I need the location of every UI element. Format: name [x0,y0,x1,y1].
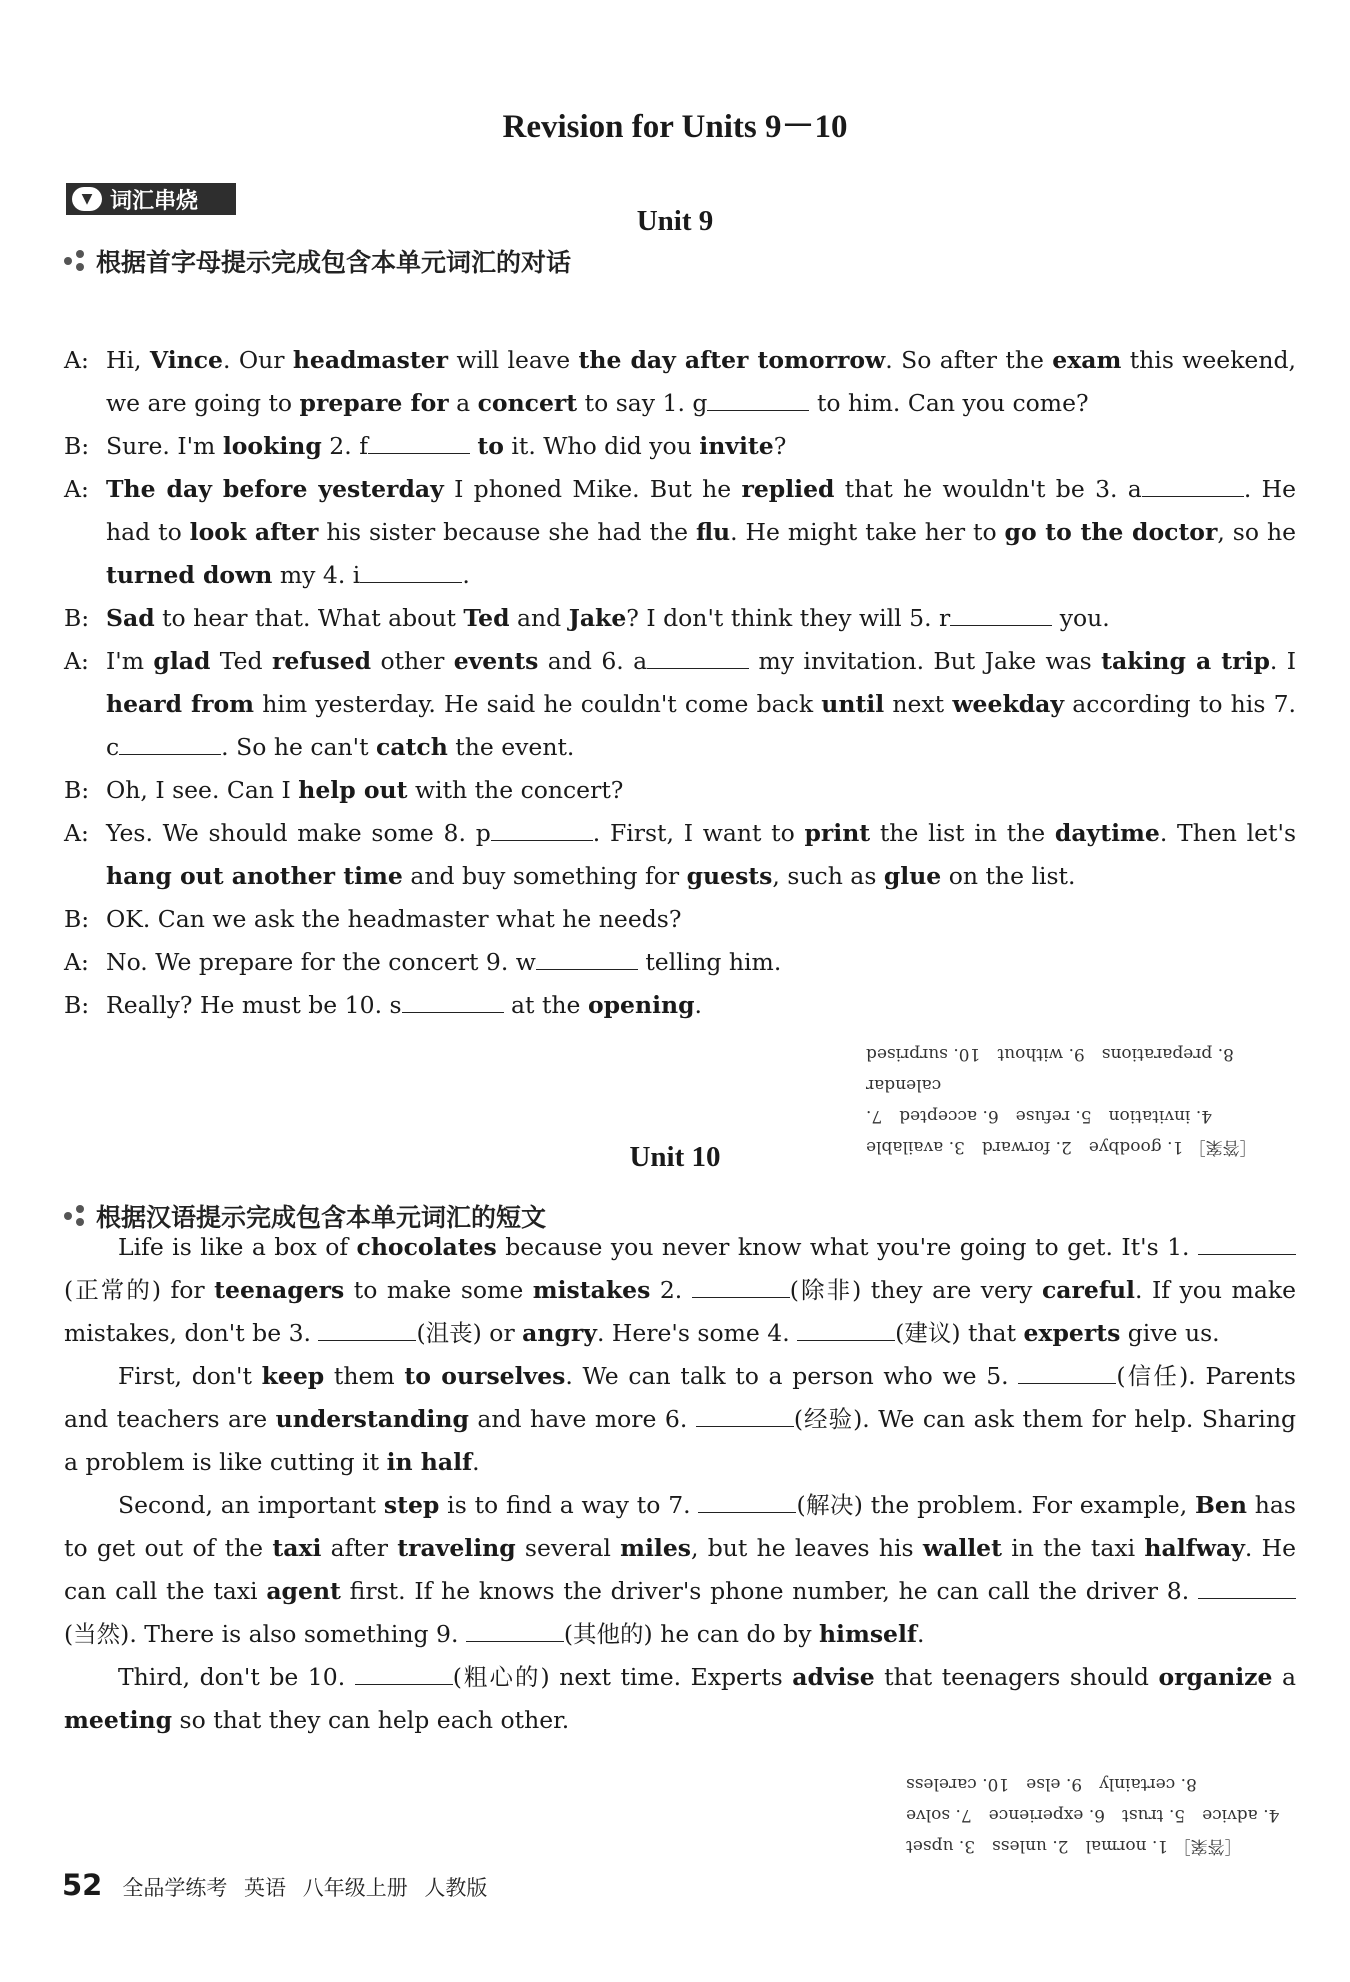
footer-text: 全品学练考 英语 八年级上册 人教版 [122,1876,488,1900]
dialogue-line: B: Really? He must be 10. s at the opening. [64,991,703,1019]
blank-6[interactable] [647,648,749,669]
unit10-passage [64,1226,1296,1742]
page-number: 52 [62,1868,103,1902]
blank-5[interactable] [1018,1363,1116,1384]
passage-paragraph: Life is like a box of chocolates because you never know what you're going to get. It's 1. (正常的) for teenagers to make some mistakes 2. (除非) they are very careful. If you make mistakes, don't be 3. (沮丧) or angry. Here's some 4. (建议) that experts give us. [64,1233,1296,1347]
unit9-dialogue [64,339,1296,1027]
blank-9[interactable] [536,949,638,970]
dialogue-line: A: I'm glad Ted refused other events and 6. a my invitation. But Jake was taking a trip. I heard from him yesterday. He said he couldn't come back until next weekday according to his 7. c . So he can't catch the event. [64,647,1296,761]
blank-2[interactable] [692,1277,790,1298]
page-footer [62,1868,487,1902]
page-title: Revision for Units 9－10 [502,109,848,145]
blank-10[interactable] [402,992,504,1013]
unit9-instruction: 根据首字母提示完成包含本单元词汇的对话 [64,243,571,279]
answer-line: 8. preparations 9. without 10. surprised [866,1044,1234,1064]
blank-1[interactable] [1198,1234,1296,1255]
blank-2[interactable] [368,433,470,454]
unit9-heading: Unit 9 [636,205,714,237]
chevron-down-icon: ▼ [72,187,102,211]
blank-5[interactable] [950,605,1052,626]
passage-paragraph: Second, an important step is to find a way to 7. (解决) the problem. For example, Ben has to get out of the taxi after traveling several miles, but he leaves his wallet in the taxi halfway. He can call the taxi agent first. If he knows the driver's phone number, he can call the driver 8. (当然). There is also something 9. (其他的) he can do by himself. [64,1491,1297,1648]
blank-4[interactable] [360,562,462,583]
blank-8[interactable] [491,820,593,841]
passage-paragraph: Third, don't be 10. (粗心的) next time. Experts advise that teenagers should organize a meeting so that they can help each other. [64,1663,1296,1734]
banner-label: 词汇串烧 [110,188,199,214]
dots-icon [64,250,86,272]
blank-6[interactable] [696,1406,794,1427]
dots-icon [64,1205,86,1227]
unit10-heading: Unit 10 [629,1141,721,1173]
dialogue-line: B: Sure. I'm looking 2. f to it. Who did you invite? [64,432,787,460]
unit10-instruction: 根据汉语提示完成包含本单元词汇的短文 [64,1198,546,1234]
answer-line: 4. advice 5. trust 6. experience 7. solve [906,1805,1280,1825]
dialogue-line: A: Hi, Vince. Our headmaster will leave the day after tomorrow. So after the exam this weekend, we are going to prepare for a concert to say 1. g to him. Can you come? [64,346,1296,417]
blank-8[interactable] [1198,1578,1296,1599]
blank-10[interactable] [355,1664,453,1685]
dialogue-line: B: Oh, I see. Can I help out with the concert? [64,776,624,804]
dialogue-line: A: Yes. We should make some 8. p . First, I want to print the list in the daytime. Then let's hang out another time and buy something for guests, such as glue on the list. [64,819,1296,890]
dialogue-line: A: No. We prepare for the concert 9. w telling him. [64,948,782,976]
blank-7[interactable] [119,734,221,755]
blank-3[interactable] [1142,476,1244,497]
unit10-answers [906,1768,1286,1861]
blank-3[interactable] [318,1320,416,1341]
answer-line: 4. invitation 5. refuse 6. accepted 7. calendar [866,1075,1213,1126]
blank-9[interactable] [466,1621,564,1642]
blank-1[interactable] [707,390,809,411]
dialogue-line: A: The day before yesterday I phoned Mike. But he replied that he wouldn't be 3. a . He had to look after his sister because she had the flu. He might take her to go to the doctor, so he turned down my 4. i . [64,475,1297,589]
passage-paragraph: First, don't keep them to ourselves. We can talk to a person who we 5. (信任). Parents and teachers are understanding and have more 6. (经验). We can ask them for help. Sharing a problem is like cutting it in half. [64,1362,1297,1476]
blank-7[interactable] [698,1492,796,1513]
dialogue-line: B: OK. Can we ask the headmaster what he needs? [64,905,682,933]
answer-line: ［答案］ 1. goodbye 2. forward 3. available [866,1137,1257,1157]
dialogue-line: B: Sad to hear that. What about Ted and Jake? I don't think they will 5. r you. [64,604,1110,632]
blank-4[interactable] [797,1320,895,1341]
answer-line: ［答案］ 1. normal 2. unless 3. upset [906,1836,1242,1856]
answer-line: 8. certainly 9. else 10. careless [906,1774,1197,1794]
